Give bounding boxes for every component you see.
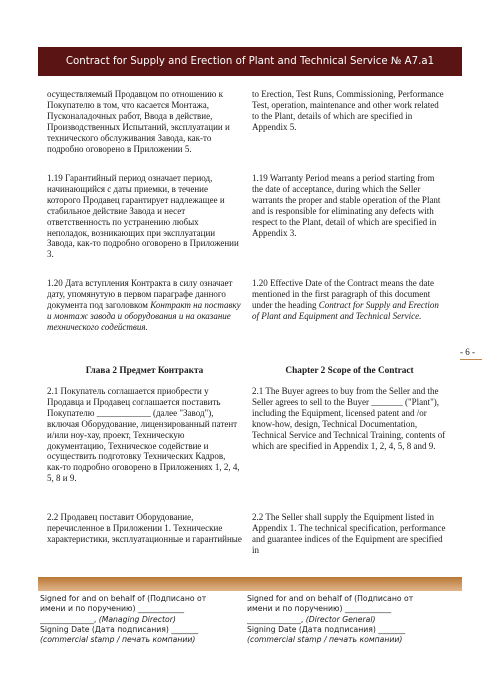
section-row bbox=[47, 386, 447, 512]
english-paragraph: 1.19 Warranty Period means a period starting from the date of acceptance, during which the Seller warrants the proper and stable operation of the Plant and is responsible for eliminating any defects with respect to the Plant, detail of which are specified in Appendix 3. bbox=[252, 173, 441, 238]
bilingual-columns bbox=[47, 89, 447, 562]
signature-blank: ______________, bbox=[40, 614, 99, 624]
chapter-heading-row bbox=[47, 366, 447, 386]
signatory-role: (Managing Director) bbox=[98, 614, 176, 624]
english-paragraph: to Erection, Test Runs, Commissioning, Performance Test, operation, maintenance and other work related to the Plant, details of which are specified in Appendix 5. bbox=[252, 89, 444, 132]
signature-role-line bbox=[40, 615, 250, 625]
english-paragraph bbox=[252, 278, 447, 366]
seller-signature-block bbox=[247, 594, 457, 645]
section-row bbox=[47, 173, 447, 278]
russian-chapter-heading: Глава 2 Предмет Контракта bbox=[85, 366, 204, 376]
english-paragraph: 2.1 The Buyer agrees to buy from the Seller and the Seller agrees to sell to the Buyer _______ ("Plant"), including the Equipment, licensed patent and /or know-how, design, Technical Documentation, Technical Service and Technical Training, contents of which are specified in Appendix 1, 2, 4, 5, 8 and 9. bbox=[252, 386, 446, 451]
signature-line: Signed for and on behalf of (Подписано от bbox=[40, 594, 207, 603]
page-number-underline bbox=[460, 359, 482, 360]
russian-paragraph: 2.1 Покупатель соглашается приобрести у Продавца и Продавец соглашается поставить Покупателю ____________ (далее "Завод"), включая Оборудование, лицензированный патент и/или ноу-хау, проект, Техническую документацию, Техническое содействие и осуществить подготовку Технических Кадров, как-то подробно оговорено в Приложениях 1, 2, 4, 5, 8 и 9. bbox=[47, 386, 240, 484]
section-row bbox=[47, 278, 447, 366]
russian-paragraph: 2.2 Продавец поставит Оборудование, перечисленное в Приложении 1. Технические характеристики, эксплуатационные и гарантийные bbox=[47, 512, 242, 544]
english-chapter-heading: Chapter 2 Scope of the Contract bbox=[285, 366, 414, 376]
buyer-signature-block bbox=[40, 594, 250, 645]
commercial-stamp-line: (commercial stamp / печать компании) bbox=[40, 635, 196, 645]
russian-paragraph: 1.19 Гарантийный период означает период, начинающийся с даты приемки, в течение которого Продавец гарантирует надлежащее и стабильное действие Завода и несет ответственность по устранению любых неполадок, возникающих при эксплуатации Завода, как-то подробно оговорено в Приложении 3. bbox=[47, 173, 239, 260]
english-italic-text: Contract for Supply and Erection of Plant and Equipment and Technical Service. bbox=[252, 299, 439, 321]
signing-date-line: Signing Date (Дата подписания) _______ bbox=[40, 624, 199, 634]
russian-paragraph: осуществляемый Продавцом по отношению к Покупателю в том, что касается Монтажа, Пусконаладочных работ, Ввода в действие, Производственных Испытаний, эксплуатации и технического обслуживания Завода, как-то подробно оговорено в Приложении 5. bbox=[47, 89, 230, 154]
russian-paragraph bbox=[47, 278, 242, 366]
signature-line: имени и по поручению) ____________ bbox=[40, 604, 185, 614]
signature-line: имени и по поручению) ____________ bbox=[247, 604, 392, 614]
page-number: - 6 - bbox=[460, 347, 475, 357]
section-row bbox=[47, 512, 447, 562]
english-paragraph: 2.2 The Seller shall supply the Equipment listed in Appendix 1. The technical specification, performance and guarantee indices of the Equipment are specified in bbox=[252, 512, 446, 555]
signature-blank: ______________, bbox=[247, 614, 306, 624]
russian-italic-text: Контракт на поставку и монтаж завода и оборудования и на оказание технического содействия. bbox=[47, 299, 241, 332]
russian-text: 1.20 Дата вступления Контракта в силу означает дату, упомянутую в первом параграфе данного документа под заголовком bbox=[47, 278, 233, 310]
signatory-role: (Director General) bbox=[305, 614, 376, 624]
footer-band bbox=[38, 577, 462, 591]
contract-header bbox=[38, 47, 462, 76]
commercial-stamp-line: (commercial stamp / печать компании) bbox=[247, 635, 403, 645]
contract-title: Contract for Supply and Erection of Plant and Technical Service № A7.a1 bbox=[65, 56, 435, 67]
section-row bbox=[47, 89, 447, 173]
english-text: 1.20 Effective Date of the Contract means the date mentioned in the first paragraph of this document under the heading bbox=[252, 278, 435, 310]
signature-role-line bbox=[247, 615, 457, 625]
signing-date-line: Signing Date (Дата подписания) _______ bbox=[247, 624, 406, 634]
signature-line: Signed for and on behalf of (Подписано от bbox=[247, 594, 414, 603]
